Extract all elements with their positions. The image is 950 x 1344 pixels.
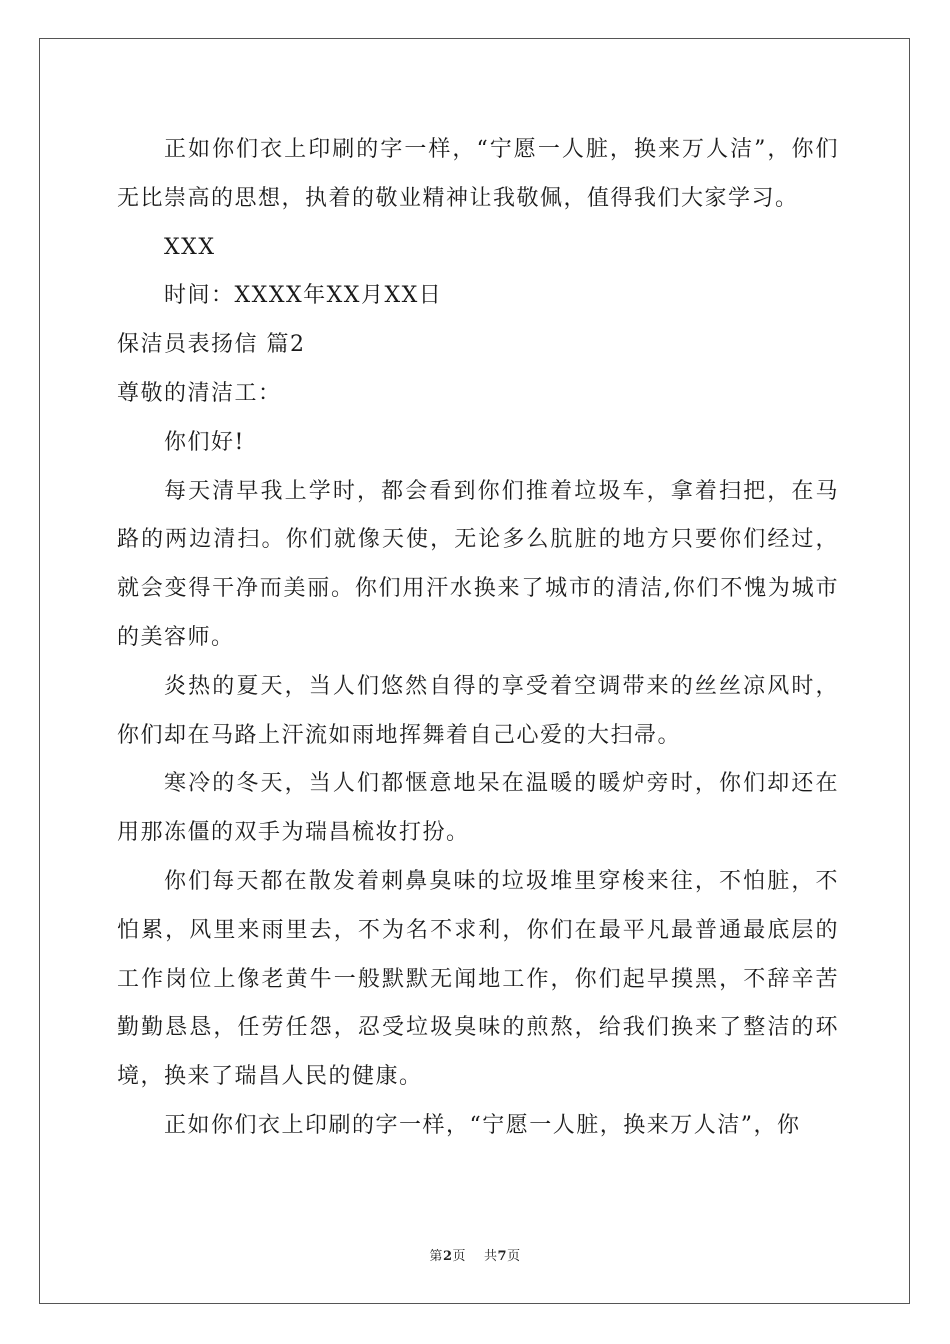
signature-name: XXX [164, 234, 216, 260]
salutation: 尊敬的清洁工： [117, 380, 282, 406]
document-body [117, 126, 839, 1151]
page-suffix: 页 [452, 1249, 466, 1264]
page-footer [0, 1245, 950, 1264]
paragraph-summer: 炎热的夏天，当人们悠然自得的享受着空调带来的丝丝凉风时，你们却在马路上汗流如雨地挥舞着自己心爱的大扫帚。 [117, 673, 839, 748]
total-prefix: 共 [484, 1249, 498, 1264]
paragraph-morning: 每天清早我上学时，都会看到你们推着垃圾车，拿着扫把，在马路的两边清扫。你们就像天使，无论多么肮脏的地方只要你们经过，就会变得干净而美丽。你们用汗水换来了城市的清洁,你们不愧为城市的美容师。 [117, 478, 839, 650]
greeting: 你们好! [164, 429, 245, 455]
paragraph-daily-work: 你们每天都在散发着刺鼻臭味的垃圾堆里穿梭来往，不怕脏，不怕累，风里来雨里去，不为名不求利，你们在最平凡最普通最底层的工作岗位上像老黄牛一般默默无闻地工作，你们起早摸黑，不辞辛苦勤勤恳恳，任劳任怨，忍受垃圾臭味的煎熬，给我们换来了整洁的环境，换来了瑞昌人民的健康。 [117, 868, 839, 1090]
page-number: 2 [442, 1249, 453, 1264]
paragraph-closing-quote: 正如你们衣上印刷的字一样，“宁愿一人脏，换来万人洁”，你们无比崇高的思想，执着的敬业精神让我敬佩，值得我们大家学习。 [117, 137, 839, 211]
signature-date: 时间：XXXX年XX月XX日 [164, 283, 443, 309]
paragraph-quote-continued: 正如你们衣上印刷的字一样，“宁愿一人脏，换来万人洁”，你 [164, 1112, 801, 1138]
page-prefix: 第 [429, 1249, 443, 1264]
section-title: 保洁员表扬信 篇2 [117, 332, 306, 358]
total-suffix: 页 [507, 1249, 521, 1264]
paragraph-winter: 寒冷的冬天，当人们都惬意地呆在温暖的暖炉旁时，你们却还在用那冻僵的双手为瑞昌梳妆打扮。 [117, 771, 839, 846]
total-pages: 7 [497, 1249, 508, 1264]
